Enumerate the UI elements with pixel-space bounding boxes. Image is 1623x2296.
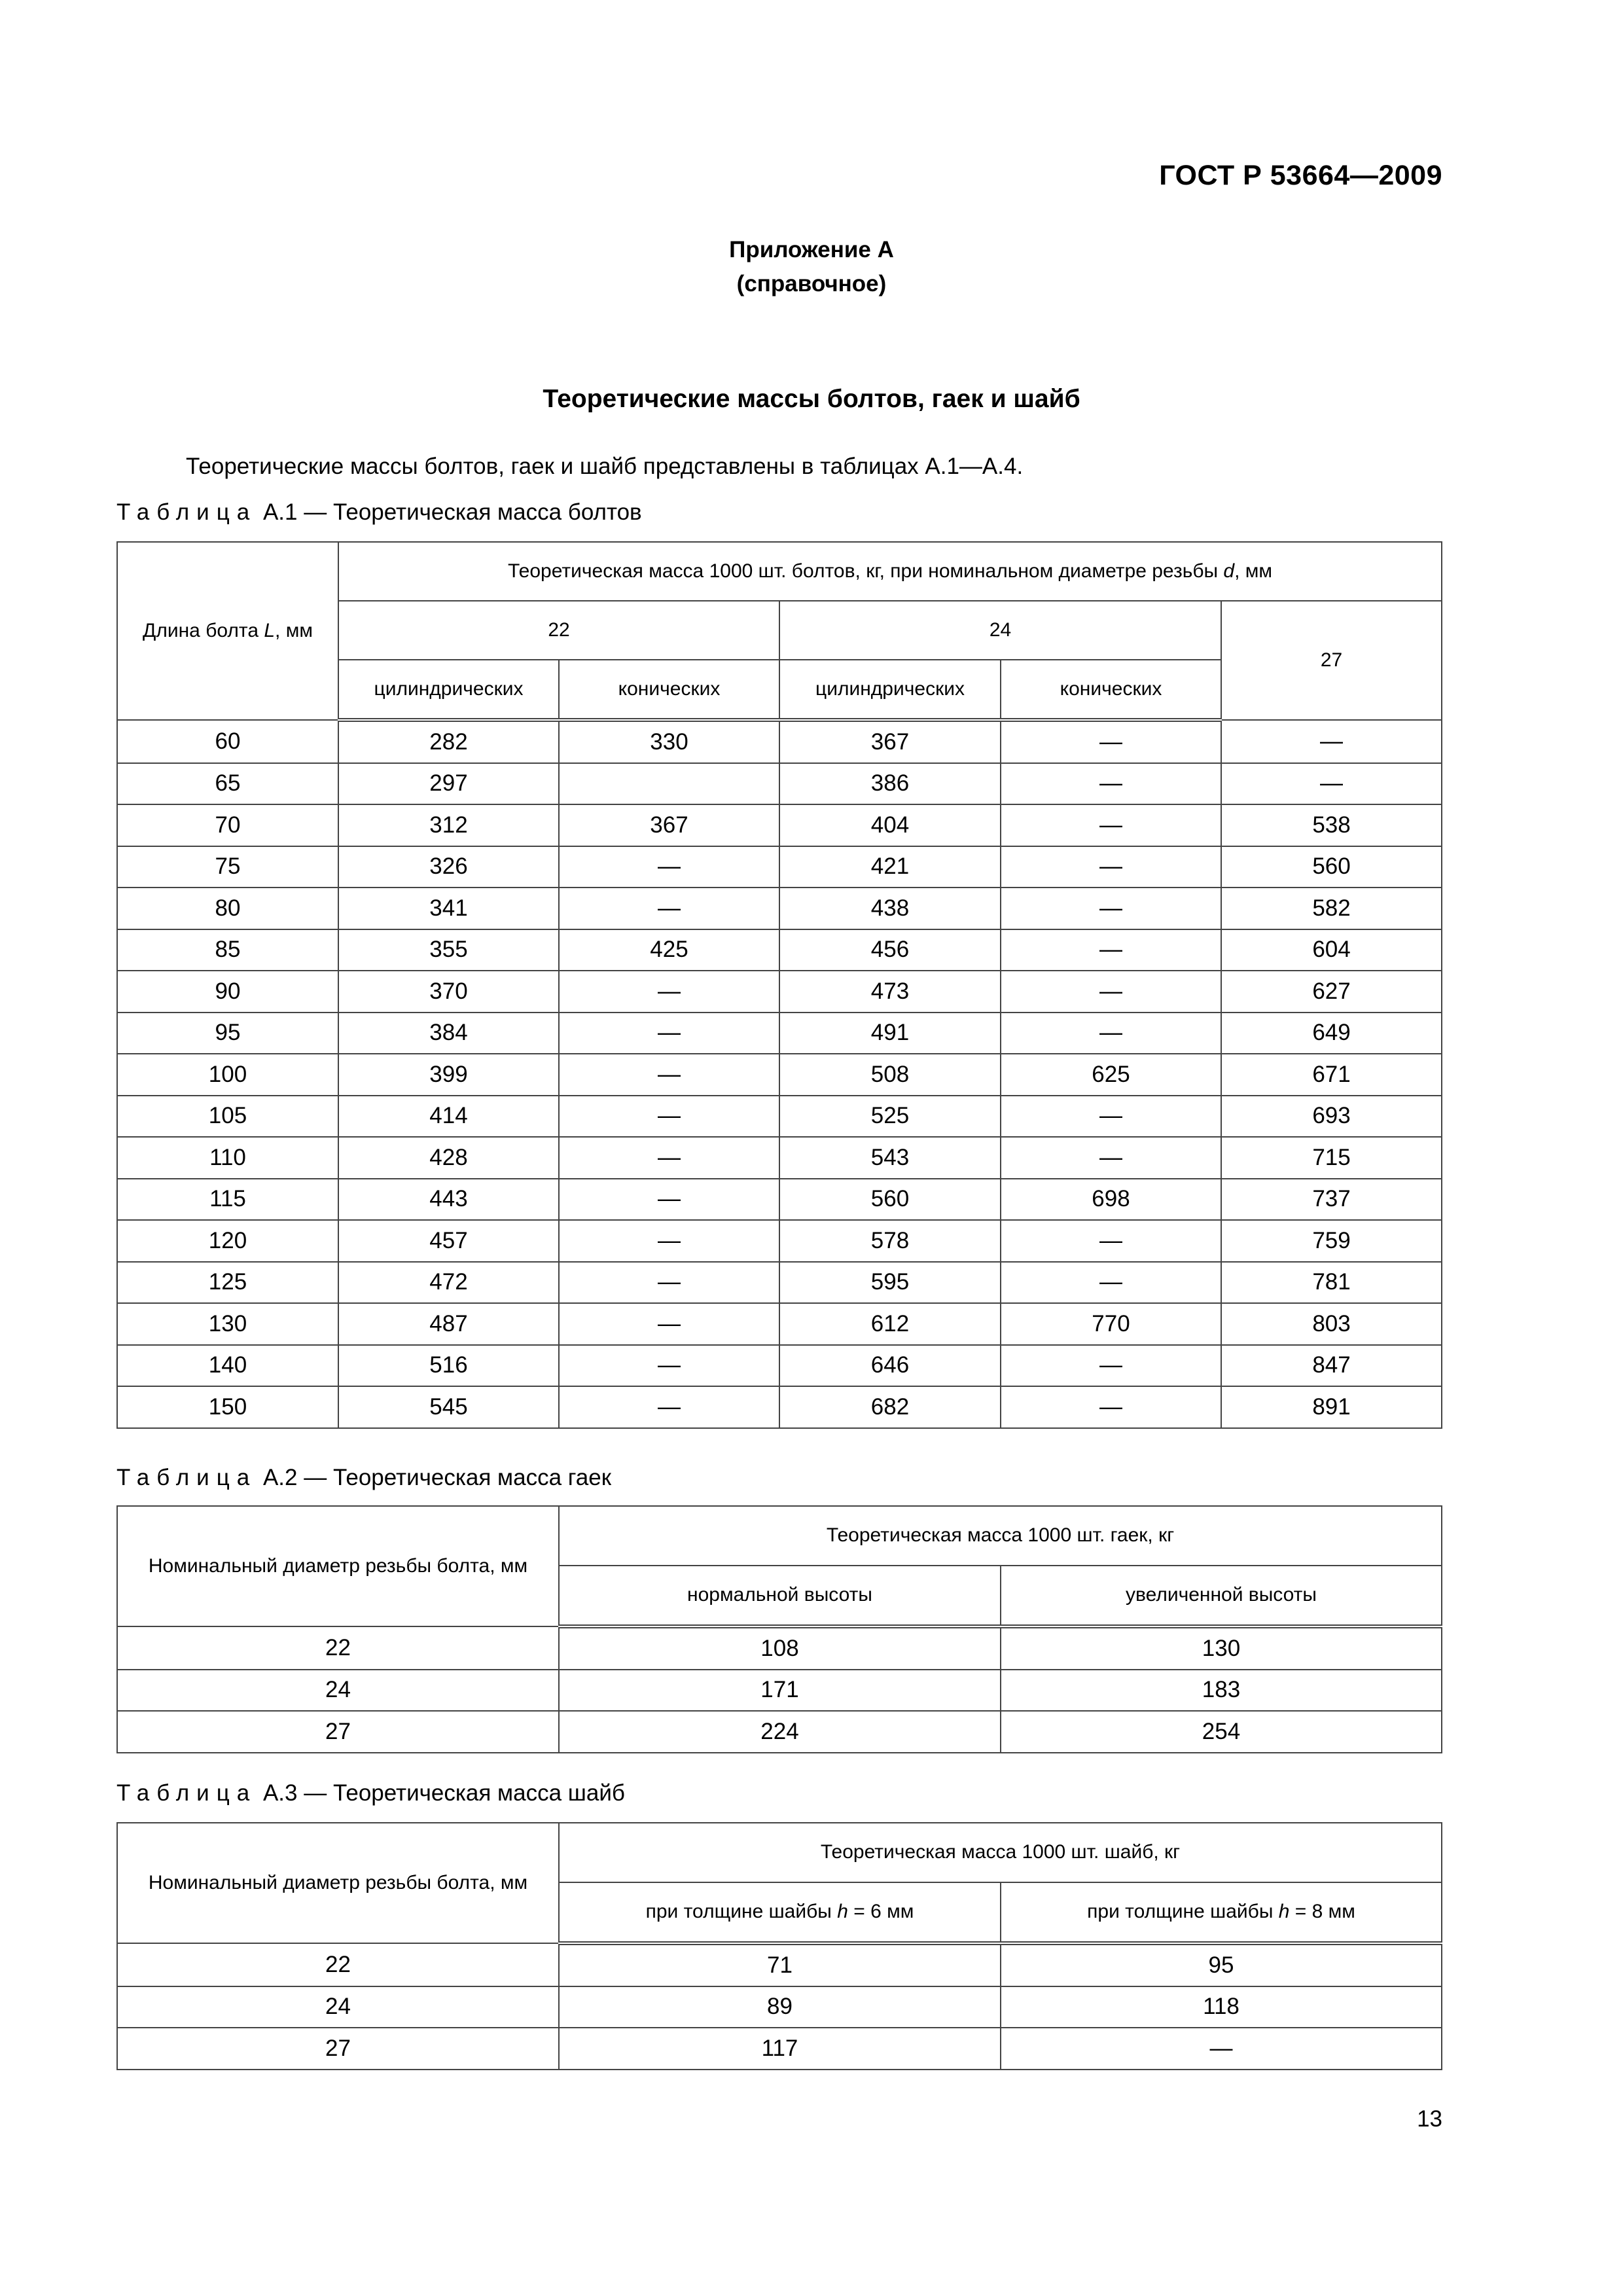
- header-bolt-length-var: L: [264, 619, 276, 641]
- header-thickness-8-unit: = 8 мм: [1289, 1901, 1355, 1923]
- table-cell: 282: [338, 720, 559, 763]
- table-cell: —: [559, 1303, 779, 1345]
- header-washer-mass-group: Теоретическая масса 1000 шт. шайб, кг: [559, 1823, 1442, 1882]
- header-thickness-8: [1001, 1882, 1442, 1943]
- table-cell: 27: [117, 1711, 559, 1753]
- header-nominal-diameter: Номинальный диаметр резьбы болта, мм: [117, 1506, 559, 1626]
- table-cell: 330: [559, 720, 779, 763]
- table-row: [117, 1179, 1442, 1221]
- table-cell: 612: [779, 1303, 1001, 1345]
- table-cell: 312: [338, 804, 559, 846]
- table-cell: 538: [1221, 804, 1442, 846]
- header-bolt-mass-var: d: [1223, 560, 1235, 582]
- table1-caption: [116, 499, 642, 526]
- table-row: [117, 1943, 1442, 1986]
- header-bolt-length: [117, 542, 338, 720]
- table-cell: 150: [117, 1386, 338, 1428]
- table-cell: 341: [338, 888, 559, 929]
- table-row: [117, 1670, 1442, 1712]
- table-row: [117, 971, 1442, 1013]
- table-row: [117, 1386, 1442, 1428]
- table-cell: 117: [559, 2028, 1001, 2070]
- table-cell: 399: [338, 1054, 559, 1096]
- table-cell: 891: [1221, 1386, 1442, 1428]
- table-cell: 646: [779, 1345, 1001, 1387]
- table-cell: 384: [338, 1013, 559, 1054]
- header-conical-22: конических: [559, 660, 779, 720]
- table-cell: 80: [117, 888, 338, 929]
- table-cell: 472: [338, 1262, 559, 1304]
- table-cell: —: [1001, 1096, 1221, 1138]
- table-row: [117, 1986, 1442, 2028]
- table-cell: 715: [1221, 1137, 1442, 1179]
- table-cell: 224: [559, 1711, 1001, 1753]
- table-cell: —: [559, 846, 779, 888]
- appendix-title: Приложение А: [729, 237, 894, 262]
- header-nominal-diameter: Номинальный диаметр резьбы болта, мм: [117, 1823, 559, 1943]
- header-thickness-8-var: h: [1278, 1901, 1290, 1923]
- section-title: Теоретические массы болтов, гаек и шайб: [543, 385, 1080, 413]
- table-cell: 100: [117, 1054, 338, 1096]
- table-cell: 847: [1221, 1345, 1442, 1387]
- table-row: [117, 1345, 1442, 1387]
- table-cell: [559, 763, 779, 805]
- table-cell: —: [1221, 763, 1442, 805]
- header-thickness-8-text: при толщине шайбы: [1087, 1901, 1279, 1923]
- table-cell: 421: [779, 846, 1001, 888]
- table-cell: 85: [117, 929, 338, 971]
- table3-caption-text: А.3 — Теоретическая масса шайб: [257, 1780, 625, 1806]
- table-cell: 24: [117, 1670, 559, 1712]
- header-conical-24: конических: [1001, 660, 1221, 720]
- table-cell: 110: [117, 1137, 338, 1179]
- page-number: 13: [1417, 2106, 1442, 2132]
- table-cell: 130: [117, 1303, 338, 1345]
- table-row: [117, 846, 1442, 888]
- table-cell: 71: [559, 1943, 1001, 1986]
- table-cell: 95: [117, 1013, 338, 1054]
- table-cell: 108: [559, 1626, 1001, 1670]
- table-cell: —: [559, 1262, 779, 1304]
- table-cell: 508: [779, 1054, 1001, 1096]
- table-cell: 386: [779, 763, 1001, 805]
- table-cell: —: [1001, 929, 1221, 971]
- table-row: [117, 1303, 1442, 1345]
- table-cell: 120: [117, 1220, 338, 1262]
- table-cell: 90: [117, 971, 338, 1013]
- table-cell: 456: [779, 929, 1001, 971]
- table-cell: 414: [338, 1096, 559, 1138]
- table-cell: —: [1001, 720, 1221, 763]
- table-row: [117, 763, 1442, 805]
- table1-caption-prefix: Таблица: [116, 499, 257, 525]
- table2-caption-prefix: Таблица: [116, 1465, 257, 1490]
- table-cell: —: [1001, 1386, 1221, 1428]
- table-row: [117, 929, 1442, 971]
- table-cell: 516: [338, 1345, 559, 1387]
- table3-caption-prefix: Таблица: [116, 1780, 257, 1806]
- header-thickness-6-unit: = 6 мм: [847, 1901, 914, 1923]
- table-row: [117, 1096, 1442, 1138]
- table-cell: —: [1001, 1220, 1221, 1262]
- table-cell: 70: [117, 804, 338, 846]
- table-row: [117, 1137, 1442, 1179]
- table-row: [117, 1220, 1442, 1262]
- table-cell: 781: [1221, 1262, 1442, 1304]
- header-thickness-6: [559, 1882, 1001, 1943]
- table-cell: 693: [1221, 1096, 1442, 1138]
- table-cell: 604: [1221, 929, 1442, 971]
- nut-mass-table: [116, 1505, 1442, 1753]
- table-cell: 105: [117, 1096, 338, 1138]
- header-bolt-mass-group: [338, 542, 1442, 601]
- table-cell: 682: [779, 1386, 1001, 1428]
- table-cell: 171: [559, 1670, 1001, 1712]
- table-cell: —: [559, 1345, 779, 1387]
- header-thickness-6-var: h: [837, 1901, 848, 1923]
- table-cell: 443: [338, 1179, 559, 1221]
- table-row: [117, 1626, 1442, 1670]
- intro-paragraph: Теоретические массы болтов, гаек и шайб представлены в таблицах А.1—А.4.: [186, 454, 1024, 479]
- header-diameter-24: 24: [779, 601, 1221, 660]
- table-cell: 578: [779, 1220, 1001, 1262]
- table-cell: 22: [117, 1943, 559, 1986]
- table-cell: 625: [1001, 1054, 1221, 1096]
- document-code: ГОСТ Р 53664—2009: [1159, 160, 1442, 191]
- table-cell: 737: [1221, 1179, 1442, 1221]
- table-cell: —: [1001, 971, 1221, 1013]
- table-cell: —: [1001, 1137, 1221, 1179]
- table-cell: 183: [1001, 1670, 1442, 1712]
- table-cell: 428: [338, 1137, 559, 1179]
- table-cell: 326: [338, 846, 559, 888]
- table-cell: —: [1001, 888, 1221, 929]
- table-row: [117, 888, 1442, 929]
- table-cell: 438: [779, 888, 1001, 929]
- table-cell: 627: [1221, 971, 1442, 1013]
- table-row: [117, 1262, 1442, 1304]
- table-cell: —: [559, 1096, 779, 1138]
- table-cell: —: [559, 971, 779, 1013]
- table-cell: 297: [338, 763, 559, 805]
- header-bolt-mass-text: Теоретическая масса 1000 шт. болтов, кг, при номинальном диаметре резьбы: [508, 560, 1224, 582]
- header-bolt-length-unit: , мм: [275, 619, 313, 641]
- appendix-subtitle: (справочное): [736, 271, 887, 296]
- table2-caption-text: А.2 — Теоретическая масса гаек: [257, 1465, 612, 1490]
- table-cell: —: [559, 1386, 779, 1428]
- table-cell: —: [1001, 846, 1221, 888]
- table-cell: —: [1221, 720, 1442, 763]
- table-cell: 595: [779, 1262, 1001, 1304]
- table-cell: —: [559, 1137, 779, 1179]
- table-cell: 140: [117, 1345, 338, 1387]
- header-bolt-mass-unit: , мм: [1234, 560, 1273, 582]
- table-row: [117, 1054, 1442, 1096]
- table-cell: 473: [779, 971, 1001, 1013]
- table-cell: 759: [1221, 1220, 1442, 1262]
- table-cell: —: [1001, 1262, 1221, 1304]
- table-cell: 367: [779, 720, 1001, 763]
- header-thickness-6-text: при толщине шайбы: [645, 1901, 838, 1923]
- table-row: [117, 2028, 1442, 2070]
- table-cell: 525: [779, 1096, 1001, 1138]
- header-increased-height: увеличенной высоты: [1001, 1566, 1442, 1626]
- table-cell: 125: [117, 1262, 338, 1304]
- table-cell: 404: [779, 804, 1001, 846]
- table-cell: —: [1001, 2028, 1442, 2070]
- table-cell: 89: [559, 1986, 1001, 2028]
- table-cell: 367: [559, 804, 779, 846]
- table-cell: —: [559, 1179, 779, 1221]
- table1-caption-text: А.1 — Теоретическая масса болтов: [257, 499, 642, 525]
- table-cell: —: [559, 1054, 779, 1096]
- header-cylindrical-24: цилиндрических: [779, 660, 1001, 720]
- table-cell: 491: [779, 1013, 1001, 1054]
- bolt-mass-table: [116, 541, 1442, 1429]
- table-row: [117, 720, 1442, 763]
- table-cell: 95: [1001, 1943, 1442, 1986]
- table-cell: 560: [779, 1179, 1001, 1221]
- table-cell: —: [559, 1013, 779, 1054]
- table-cell: 60: [117, 720, 338, 763]
- table-cell: —: [559, 888, 779, 929]
- table-cell: 27: [117, 2028, 559, 2070]
- table-cell: 370: [338, 971, 559, 1013]
- table-cell: —: [1001, 804, 1221, 846]
- table-cell: 770: [1001, 1303, 1221, 1345]
- table-cell: 115: [117, 1179, 338, 1221]
- table-cell: 130: [1001, 1626, 1442, 1670]
- table-cell: 425: [559, 929, 779, 971]
- header-bolt-length-text: Длина болта: [143, 619, 264, 641]
- header-cylindrical-22: цилиндрических: [338, 660, 559, 720]
- table2-caption: [116, 1465, 611, 1491]
- table-cell: —: [1001, 1345, 1221, 1387]
- table-cell: 254: [1001, 1711, 1442, 1753]
- washer-mass-table: [116, 1822, 1442, 2070]
- table3-caption: [116, 1780, 625, 1806]
- table-cell: 671: [1221, 1054, 1442, 1096]
- table-cell: 118: [1001, 1986, 1442, 2028]
- table-cell: —: [1001, 1013, 1221, 1054]
- table-cell: 649: [1221, 1013, 1442, 1054]
- table-cell: 487: [338, 1303, 559, 1345]
- table-cell: 24: [117, 1986, 559, 2028]
- appendix-heading: [0, 233, 1623, 301]
- table-cell: 543: [779, 1137, 1001, 1179]
- table-cell: 698: [1001, 1179, 1221, 1221]
- header-diameter-22: 22: [338, 601, 779, 660]
- table-cell: —: [559, 1220, 779, 1262]
- header-normal-height: нормальной высоты: [559, 1566, 1001, 1626]
- table-cell: 803: [1221, 1303, 1442, 1345]
- table-cell: 75: [117, 846, 338, 888]
- header-nut-mass-group: Теоретическая масса 1000 шт. гаек, кг: [559, 1506, 1442, 1566]
- table-cell: 582: [1221, 888, 1442, 929]
- table-cell: —: [1001, 763, 1221, 805]
- table-row: [117, 1013, 1442, 1054]
- table-cell: 545: [338, 1386, 559, 1428]
- table-cell: 65: [117, 763, 338, 805]
- table-cell: 457: [338, 1220, 559, 1262]
- header-diameter-27: 27: [1221, 601, 1442, 720]
- table-row: [117, 804, 1442, 846]
- table-cell: 355: [338, 929, 559, 971]
- table-row: [117, 1711, 1442, 1753]
- table-cell: 22: [117, 1626, 559, 1670]
- table-cell: 560: [1221, 846, 1442, 888]
